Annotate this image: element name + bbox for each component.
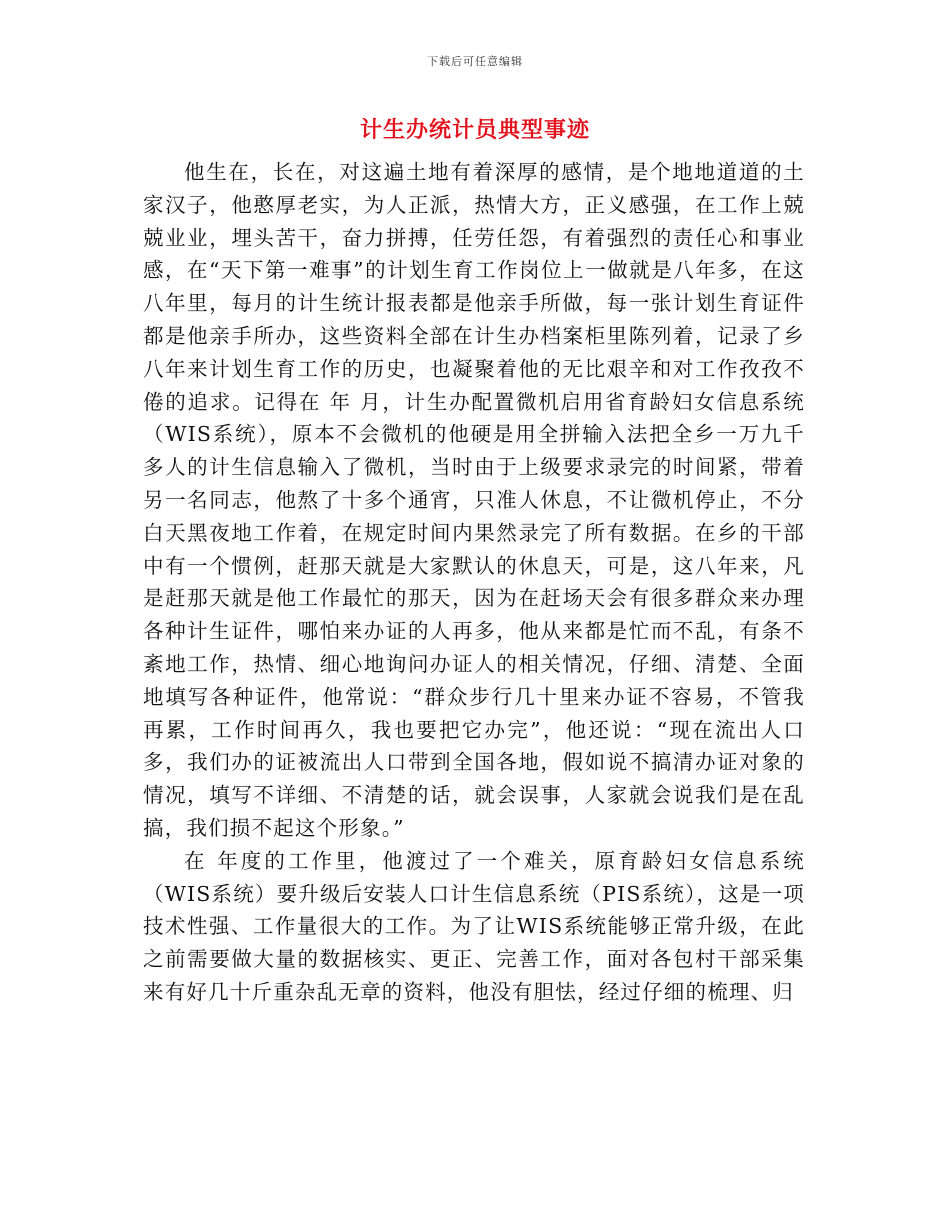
page-header: 下载后可任意编辑	[427, 55, 523, 68]
paragraph: 他生在，长在，对这遍土地有着深厚的感情，是个地地道道的土家汉子，他憨厚老实，为人正派，热情大方，正义感强，在工作上兢兢业业，埋头苦干，奋力拼搏，任劳任怨，有着强烈的责任心和事业感，在“天下第一难事”的计划生育工作岗位上一做就是八年多，在这八年里，每月的计生统计报表都是他亲手所做，每一张计划生育证件都是他亲手所办，这些资料全部在计生办档案柜里陈列着，记录了乡八年来计划生育工作的历史，也凝聚着他的无比艰辛和对工作孜孜不倦的追求。记得在 年 月，计生办配置微机启用省育龄妇女信息系统（WIS系统），原本不会微机的他硬是用全拼输入法把全乡一万九千多人的计生信息输入了微机，当时由于上级要求录完的时间紧，带着另一名同志，他熬了十多个通宵，只准人休息，不让微机停止，不分白天黑夜地工作着，在规定时间内果然录完了所有数据。在乡的干部中有一个惯例，赶那天就是大家默认的休息天，可是，这八年来，凡是赶那天就是他工作最忙的那天，因为在赶场天会有很多群众来办理各种计生证件，哪怕来办证的人再多，他从来都是忙而不乱，有条不紊地工作，热情、细心地询问办证人的相关情况，仔细、清楚、全面地填写各种证件，他常说：“群众步行几十里来办证不容易，不管我再累，工作时间再久，我也要把它办完”，他还说：“现在流出人口多，我们办的证被流出人口带到全国各地，假如说不搞清办证对象的情况，填写不详细、不清楚的话，就会误事，人家就会说我们是在乱搞，我们损不起这个形象。”	[143, 160, 805, 840]
paragraph: 在 年度的工作里，他渡过了一个难关，原育龄妇女信息系统（WIS系统）要升级后安装人口计生信息系统（PIS系统），这是一项技术性强、工作量很大的工作。为了让WIS系统能够正常升级，在此之前需要做大量的数据核实、更正、完善工作，面对各包村干部采集来有好几十斤重杂乱无章的资料，他没有胆怯，经过仔细的梳理、归	[143, 848, 805, 1004]
document-title: 计生办统计员典型事迹	[359, 117, 590, 143]
document-body	[143, 156, 805, 1009]
